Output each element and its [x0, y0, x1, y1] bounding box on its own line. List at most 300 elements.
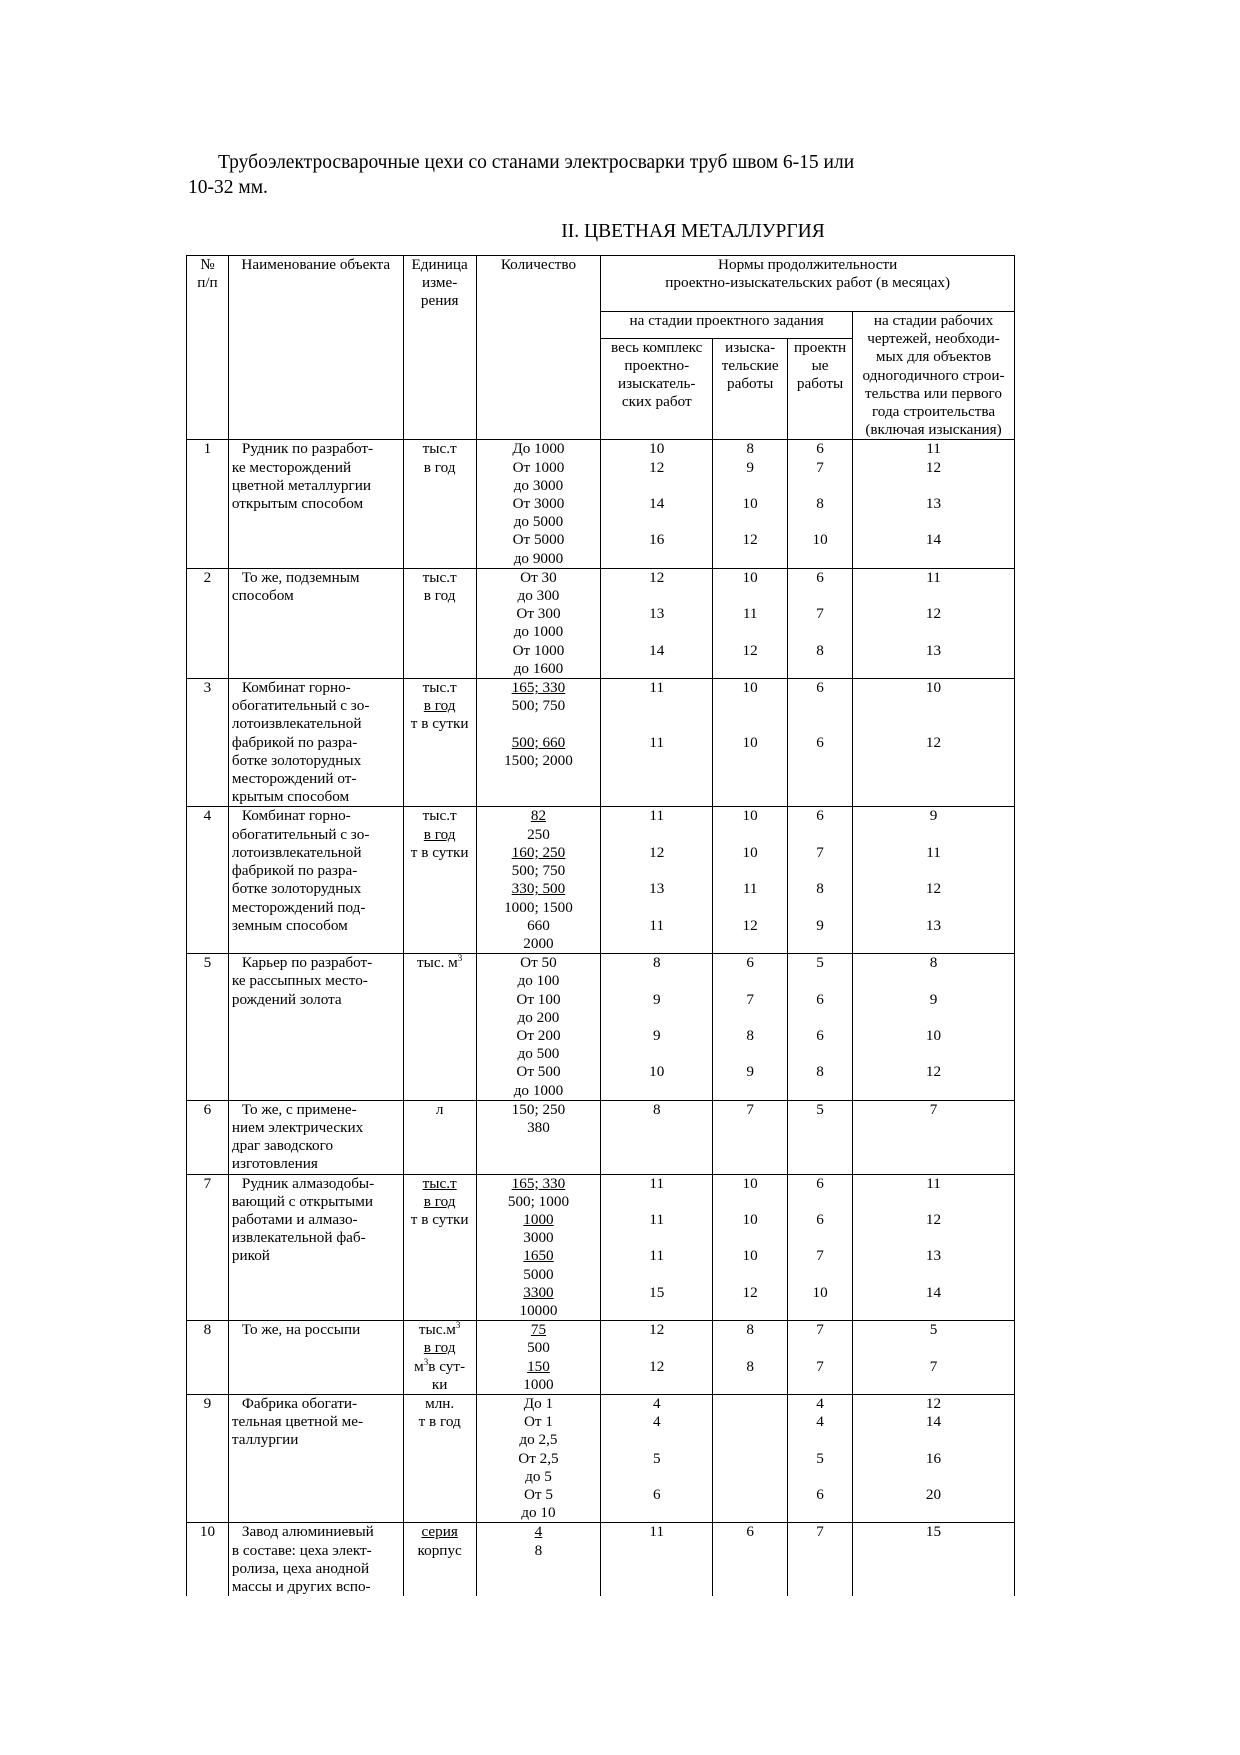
norm-survey [713, 807, 788, 954]
norm-value [855, 550, 1012, 568]
object-name-line: Карьер по разработ- [241, 954, 373, 972]
norm-value [855, 1229, 1012, 1247]
norm-value: 12 [925, 733, 942, 751]
quantity-line: 500; 660 [511, 733, 566, 751]
header-unit: Единица изме- рения [403, 256, 476, 440]
table-row [187, 1523, 1015, 1596]
norm-value: 12 [925, 458, 942, 476]
quantity-line: до 3000 [513, 476, 564, 494]
unit-line [406, 587, 474, 605]
quantity-line: до 100 [517, 972, 560, 990]
unit-line [406, 715, 474, 733]
norm-value [715, 788, 785, 806]
norm-value [715, 660, 785, 678]
norm-value [715, 697, 785, 715]
norm-value [715, 1450, 785, 1468]
norm-value: 4 [816, 1394, 824, 1412]
norm-value [715, 513, 785, 531]
norm-value [603, 1339, 710, 1357]
norm-value [603, 972, 710, 990]
quantity-line: От 1 [523, 1413, 553, 1431]
unit-line [406, 679, 474, 697]
norm-value [603, 1082, 710, 1100]
norm-value: 9 [746, 458, 754, 476]
quantity-cell [476, 1174, 601, 1321]
norm-value: 10 [742, 733, 758, 751]
norm-value [855, 1009, 1012, 1027]
norm-value: 9 [746, 1063, 754, 1081]
norm-value [715, 1137, 785, 1155]
norm-value: 14 [649, 641, 665, 659]
row-number-text: 10 [199, 1523, 216, 1541]
norm-value [855, 1193, 1012, 1211]
norm-value [603, 715, 710, 733]
norm-value: 11 [649, 807, 665, 825]
object-name-line: обогатительный с зо- [231, 697, 370, 715]
unit-cell [403, 1394, 476, 1522]
unit-text: тыс. м [417, 954, 458, 972]
unit-cell [403, 1100, 476, 1174]
object-name-line: извлекательной фаб- [231, 1229, 366, 1247]
unit-text: тыс.т [422, 440, 457, 458]
object-name-line: Комбинат горно- [241, 679, 351, 697]
norm-value [715, 1193, 785, 1211]
norm-value: 11 [926, 1174, 941, 1192]
norm-value [790, 1468, 850, 1486]
norm-value [603, 587, 710, 605]
quantity-line: до 500 [517, 1045, 560, 1063]
norm-value: 12 [649, 843, 665, 861]
norm-design [788, 1523, 853, 1596]
row-number-text: 7 [203, 1174, 212, 1192]
quantity-line: От 1000 [512, 641, 565, 659]
norm-value [855, 623, 1012, 641]
norm-value: 10 [742, 1247, 758, 1265]
header-survey: изыска- тельские работы [713, 338, 788, 440]
norm-value [715, 1266, 785, 1284]
norm-value: 5 [816, 1449, 824, 1467]
quantity-line: 2000 [523, 934, 554, 952]
norm-design [788, 1100, 853, 1174]
norm-value [790, 1045, 850, 1063]
unit-text: л [435, 1100, 444, 1118]
table-row [187, 1321, 1015, 1395]
norm-value: 11 [649, 1210, 665, 1228]
quantity-line: От 50 [520, 954, 557, 972]
norm-value [855, 752, 1012, 770]
norm-value: 6 [816, 1486, 824, 1503]
quantity-line: 5000 [523, 1265, 554, 1283]
norm-value: 8 [746, 440, 754, 458]
object-name-line: цветной металлургии [231, 476, 371, 494]
norm-value [790, 1542, 850, 1560]
norm-complex [601, 679, 713, 807]
unit-text-2: в сут- [428, 1357, 466, 1375]
norm-value [790, 1229, 850, 1247]
object-name-line: ке месторождений [231, 458, 352, 476]
row-number [187, 440, 229, 568]
table-row [187, 440, 1015, 568]
object-name-line: Завод алюминиевый [241, 1523, 374, 1541]
norm-survey [713, 1174, 788, 1321]
norm-value [603, 623, 710, 641]
norm-value: 4 [816, 1413, 824, 1431]
norm-value: 6 [652, 1486, 661, 1503]
norm-value [715, 1155, 785, 1173]
norm-value: 16 [925, 1449, 942, 1467]
unit-cell [403, 440, 476, 568]
unit-cell [403, 679, 476, 807]
object-name-line: нием электрических [231, 1118, 364, 1136]
norm-value: 6 [816, 568, 824, 586]
norm-value: 12 [925, 880, 942, 898]
quantity-line: до 1000 [513, 1081, 564, 1099]
row-number [187, 807, 229, 954]
norm-value: 13 [649, 605, 665, 623]
norm-value: 10 [742, 843, 758, 861]
norm-value [855, 972, 1012, 990]
quantity-cell [476, 568, 601, 678]
unit-line [406, 1193, 474, 1211]
unit-line [406, 1339, 474, 1357]
norm-survey [713, 1394, 788, 1522]
norm-value [715, 752, 785, 770]
quantity-line: 330; 500 [511, 880, 566, 898]
norm-value [603, 1504, 710, 1522]
norm-complex [601, 1174, 713, 1321]
quantity-line [479, 715, 599, 733]
quantity-line: 160; 250 [511, 843, 566, 861]
norm-value [855, 1560, 1012, 1578]
norm-value: 8 [652, 954, 661, 972]
quantity-line: 10000 [519, 1301, 558, 1319]
table-row [187, 1394, 1015, 1522]
quantity-line [479, 770, 599, 788]
object-name-line: вающий с открытыми [231, 1192, 374, 1210]
object-name-line: обогатительный с зо- [231, 825, 370, 843]
quantity-line: 660 [527, 916, 550, 934]
norm-value [855, 935, 1012, 953]
table-row [187, 1100, 1015, 1174]
norm-value: 15 [925, 1523, 942, 1541]
quantity-line: 165; 330 [511, 1174, 566, 1192]
unit-text: ки [431, 1375, 448, 1393]
object-name-line: То же, с примене- [241, 1100, 357, 1118]
norm-value [715, 1339, 785, 1357]
quantity-line: 500 [527, 1339, 550, 1357]
norm-value [715, 935, 785, 953]
unit-line [406, 954, 474, 972]
norm-value: 12 [925, 1394, 942, 1412]
norm-value [790, 1431, 850, 1449]
norm-value [715, 1119, 785, 1137]
header-num: № п/п [187, 256, 229, 440]
object-name-line: лотоизвлекательной [231, 843, 362, 861]
norm-value: 9 [929, 807, 938, 825]
norm-value: 12 [925, 1210, 942, 1228]
norm-value: 10 [742, 568, 758, 586]
norm-value: 10 [742, 1210, 758, 1228]
norm-working [853, 568, 1015, 678]
unit-cell [403, 1174, 476, 1321]
norm-value: 11 [649, 733, 665, 751]
norm-value: 10 [649, 1063, 665, 1081]
norm-value: 10 [742, 807, 758, 825]
norm-value [603, 477, 710, 495]
norm-value [715, 1082, 785, 1100]
norm-value [603, 1137, 710, 1155]
norm-value [603, 513, 710, 531]
quantity-line [479, 1560, 599, 1578]
quantity-line: От 2,5 [518, 1449, 559, 1467]
norm-value [603, 788, 710, 806]
norm-value [603, 1009, 710, 1027]
row-number-text: 1 [203, 440, 212, 458]
norm-value: 12 [742, 641, 758, 659]
quantity-line [479, 1137, 599, 1155]
norm-value: 8 [746, 1026, 754, 1044]
unit-line [406, 459, 474, 477]
object-name-line: массы и других вспо- [231, 1578, 371, 1596]
quantity-line: 150 [527, 1357, 550, 1375]
unit-line [406, 1358, 474, 1376]
unit-line [406, 440, 474, 458]
unit-superscript: 3 [455, 1320, 461, 1331]
norm-complex [601, 1321, 713, 1395]
unit-text: в год [423, 587, 456, 605]
norm-value [790, 660, 850, 678]
norm-value: 12 [925, 605, 942, 623]
norm-value: 7 [746, 1100, 754, 1118]
norm-value: 12 [742, 916, 758, 934]
object-name [228, 679, 403, 807]
norm-complex [601, 807, 713, 954]
quantity-line: до 9000 [513, 549, 564, 567]
quantity-line: 1000; 1500 [504, 898, 573, 916]
quantity-line [479, 1155, 599, 1173]
unit-text: т в сутки [410, 1210, 469, 1228]
norm-value: 6 [746, 1523, 754, 1541]
object-name-line: ке рассыпных место- [231, 972, 368, 990]
norm-value [715, 899, 785, 917]
quantity-line: 150; 250 [511, 1100, 566, 1118]
norm-value [790, 1302, 850, 1320]
object-name-line: месторождений под- [231, 898, 366, 916]
norm-survey [713, 568, 788, 678]
row-number-text: 6 [203, 1100, 212, 1118]
row-number-text: 3 [203, 679, 212, 697]
unit-text: тыс.т [422, 568, 457, 586]
row-number [187, 1100, 229, 1174]
norm-value [855, 587, 1012, 605]
norm-value: 9 [929, 990, 938, 1008]
norm-value [715, 770, 785, 788]
norm-value: 8 [929, 954, 938, 972]
quantity-line: От 500 [516, 1063, 561, 1081]
norm-value: 11 [926, 843, 941, 861]
norm-value [715, 623, 785, 641]
norm-value: 5 [816, 954, 824, 972]
norm-survey [713, 1523, 788, 1596]
object-name [228, 807, 403, 954]
unit-cell [403, 568, 476, 678]
quantity-line: До 1000 [512, 440, 565, 458]
norm-value: 6 [816, 990, 824, 1008]
unit-line [406, 1211, 474, 1229]
norm-design [788, 1174, 853, 1321]
object-name-line: в составе: цеха элект- [231, 1541, 372, 1559]
norm-complex [601, 1523, 713, 1596]
header-design: проектн ые работы [788, 338, 853, 440]
unit-text: т в сутки [410, 715, 469, 733]
norm-value [855, 477, 1012, 495]
norm-working [853, 1394, 1015, 1522]
unit-text: корпус [417, 1541, 462, 1559]
object-name-line: открытым способом [231, 495, 364, 513]
norm-value [790, 587, 850, 605]
row-number [187, 1394, 229, 1522]
quantity-line: От 30 [520, 568, 557, 586]
unit-line [406, 1542, 474, 1560]
norm-value: 10 [812, 531, 828, 549]
unit-text: тыс.т [422, 807, 457, 825]
norm-value [855, 660, 1012, 678]
norm-value [715, 1302, 785, 1320]
norm-design [788, 440, 853, 568]
norm-working [853, 679, 1015, 807]
object-name [228, 1321, 403, 1395]
norm-value: 7 [746, 990, 754, 1008]
unit-text: в год [423, 697, 456, 715]
norm-value [715, 1045, 785, 1063]
norm-value: 12 [649, 568, 665, 586]
norm-value [603, 826, 710, 844]
quantity-line: 3000 [523, 1229, 554, 1247]
norm-value [603, 1578, 710, 1596]
norm-value [603, 1193, 710, 1211]
norm-value: 10 [742, 1174, 758, 1192]
norm-value: 8 [816, 495, 824, 513]
quantity-line: 1500; 2000 [504, 751, 573, 769]
quantity-line: до 1600 [513, 659, 564, 677]
norm-value: 14 [649, 495, 665, 513]
norm-value [855, 1376, 1012, 1394]
norm-value [603, 1266, 710, 1284]
norm-value: 6 [816, 1174, 824, 1192]
norm-value: 12 [925, 1063, 942, 1081]
object-name [228, 568, 403, 678]
row-number [187, 954, 229, 1101]
norm-value [855, 1302, 1012, 1320]
quantity-line: От 200 [516, 1026, 561, 1044]
object-name-line: рождений золота [231, 990, 342, 1008]
unit-superscript: 3 [423, 1356, 429, 1367]
quantity-line: От 100 [516, 990, 561, 1008]
norm-value [855, 826, 1012, 844]
norm-value: 6 [816, 1210, 824, 1228]
quantity-cell [476, 1523, 601, 1596]
norm-value [715, 826, 785, 844]
unit-text: тыс.м [418, 1321, 456, 1339]
norm-design [788, 1321, 853, 1395]
unit-cell [403, 807, 476, 954]
quantity-line: 1000 [523, 1375, 554, 1393]
norm-value [715, 1560, 785, 1578]
norm-value: 8 [746, 1357, 754, 1375]
norm-value [855, 1119, 1012, 1137]
norm-value [790, 697, 850, 715]
norm-value [715, 1395, 785, 1413]
norm-complex [601, 1394, 713, 1522]
norm-value: 10 [649, 440, 665, 458]
norm-value [715, 1431, 785, 1449]
quantity-line: 250 [527, 825, 550, 843]
norm-value [855, 1082, 1012, 1100]
norm-value: 13 [649, 880, 665, 898]
norm-value [855, 1155, 1012, 1173]
quantity-line: до 200 [517, 1008, 560, 1026]
norm-value: 5 [816, 1100, 824, 1118]
norm-value [790, 788, 850, 806]
norm-value [790, 550, 850, 568]
norm-value: 9 [816, 916, 824, 934]
norm-value [603, 1542, 710, 1560]
quantity-line: 500; 750 [511, 697, 566, 715]
norm-value: 13 [925, 641, 942, 659]
unit-line [406, 1376, 474, 1394]
object-name [228, 1523, 403, 1596]
norm-value: 7 [816, 1247, 824, 1265]
unit-text: тыс.т [422, 679, 457, 697]
norm-value [715, 1009, 785, 1027]
norm-value [855, 715, 1012, 733]
norm-value [855, 1137, 1012, 1155]
quantity-cell [476, 954, 601, 1101]
norm-value [603, 1468, 710, 1486]
norm-value [790, 972, 850, 990]
norm-value: 6 [816, 807, 824, 825]
norm-value [855, 1266, 1012, 1284]
norm-value [855, 899, 1012, 917]
object-name-line: работами и алмазо- [231, 1210, 358, 1228]
norm-value [855, 697, 1012, 715]
norm-value: 6 [746, 954, 754, 972]
unit-text: в год [423, 1339, 456, 1357]
norm-value [603, 899, 710, 917]
quantity-line: до 1000 [513, 623, 564, 641]
norm-value [855, 513, 1012, 531]
norm-value [603, 1302, 710, 1320]
row-number-text: 8 [203, 1321, 212, 1339]
unit-cell [403, 1523, 476, 1596]
norm-value [603, 770, 710, 788]
norm-value: 11 [926, 440, 941, 458]
unit-cell [403, 954, 476, 1101]
quantity-line: 500; 1000 [507, 1192, 570, 1210]
row-number-text: 4 [203, 807, 212, 825]
norm-value: 8 [816, 1063, 824, 1081]
unit-line [406, 1175, 474, 1193]
norm-value [603, 1045, 710, 1063]
quantity-line [479, 788, 599, 806]
norm-value: 4 [652, 1413, 661, 1431]
norm-value [855, 1045, 1012, 1063]
norm-value: 7 [816, 1523, 824, 1541]
unit-superscript: 3 [457, 953, 463, 964]
quantity-cell [476, 1100, 601, 1174]
norm-value: 11 [926, 568, 941, 586]
unit-text: т в сутки [410, 843, 469, 861]
